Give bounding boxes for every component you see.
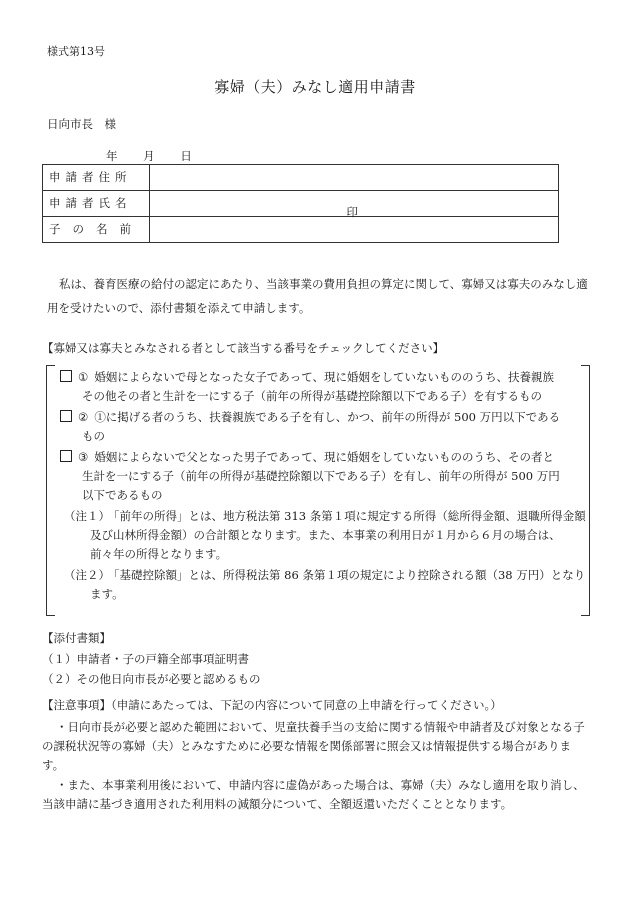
address-label: 申請者住所 xyxy=(43,165,150,191)
name-field[interactable] xyxy=(150,191,559,217)
option-2-number: ② xyxy=(78,410,89,424)
note-1-line3: 前々年の所得となります。 xyxy=(90,547,228,561)
option-3-line2: 生計を一にする子（前年の所得が基礎控除額以下である子）を有し、前年の所得が 500 万円 xyxy=(82,469,560,483)
date-month: 月 xyxy=(143,149,155,163)
option-3-line3: 以下であるもの xyxy=(82,488,163,502)
option-3 xyxy=(60,448,588,505)
note-1 xyxy=(64,507,586,564)
option-2 xyxy=(60,408,588,446)
caution-paragraph-1: ・日向市長が必要と認めた範囲において、児童扶養手当の支給に関する情報や申請者及び対象となる子の課税状況等の寡婦（夫）とみなすために必要な情報を関係部署に照会又は情報提供する場合があります。 xyxy=(42,720,585,772)
form-number: 様式第13号 xyxy=(47,45,105,58)
note-2-line1: 「基礎控除額」とは、所得税法第 86 条第１項の規定により控除される額（38 万円）となり xyxy=(108,568,586,582)
note-2-label: （注２） xyxy=(64,568,110,582)
note-1-label: （注１） xyxy=(64,509,110,523)
option-2-checkbox[interactable] xyxy=(60,410,72,422)
addressee: 日向市長 様 xyxy=(47,117,116,131)
option-1 xyxy=(60,368,588,406)
attachments-heading: 【添付書類】 xyxy=(42,631,111,645)
note-1-line1: 「前年の所得」とは、地方税法第 313 条第１項に規定する所得（総所得金額、退職所得金額 xyxy=(108,509,586,523)
caution-heading: 【注意事項】（申請にあたっては、下記の内容について同意の上申請を行ってください。） xyxy=(42,698,502,712)
option-3-line1: 婚姻によらないで父となった男子であって、現に婚姻をしていないもののうち、その者と xyxy=(94,450,554,464)
name-label: 申請者氏名 xyxy=(43,191,150,217)
attachment-item-1: （１）申請者・子の戸籍全部事項証明書 xyxy=(42,652,249,666)
note-2 xyxy=(64,566,586,604)
caution-paragraph-2: ・また、本事業利用後において、申請内容に虚偽があった場合は、寡婦（夫）みなし適用を取り消し、当該申請に基づき適用された利用料の減額分について、全額返還いただくこととなります。 xyxy=(42,778,585,811)
child-field[interactable] xyxy=(150,217,559,243)
child-label: 子の名前 xyxy=(43,217,150,243)
seal-mark: 印 xyxy=(346,204,358,219)
date-line xyxy=(106,148,214,165)
option-2-line1: ①に掲げる者のうち、扶養親族である子を有し、かつ、前年の所得が 500 万円以下である xyxy=(94,410,561,424)
bracket-left xyxy=(46,365,55,616)
option-1-number: ① xyxy=(78,370,89,384)
page-title: 寡婦（夫）みなし適用申請書 xyxy=(214,78,416,96)
intro-text: 私は、養育医療の給付の認定にあたり、当該事業の費用負担の算定に関して、寡婦又は寡夫のみなし適用を受けたいので、添付書類を添えて申請します。 xyxy=(47,277,588,315)
note-1-line2: 及び山林所得金額）の合計額となります。また、本事業の利用日が１月から６月の場合は、 xyxy=(90,528,561,542)
name-row xyxy=(43,191,559,217)
applicant-table xyxy=(42,164,559,243)
attachment-item-2: （２）その他日向市長が必要と認めるもの xyxy=(42,672,261,686)
check-section-heading: 【寡婦又は寡夫とみなされる者として該当する番号をチェックしてください】 xyxy=(42,341,445,355)
note-2-line2: ます。 xyxy=(90,587,124,601)
option-1-checkbox[interactable] xyxy=(60,370,72,382)
option-2-line2: もの xyxy=(82,429,105,443)
address-row xyxy=(43,165,559,191)
option-1-line1: 婚姻によらないで母となった女子であって、現に婚姻をしていないもののうち、扶養親族 xyxy=(94,370,554,384)
child-row xyxy=(43,217,559,243)
date-year: 年 xyxy=(106,149,118,163)
option-3-checkbox[interactable] xyxy=(60,450,72,462)
address-field[interactable] xyxy=(150,165,559,191)
option-3-number: ③ xyxy=(78,450,89,464)
option-1-line2: その他その者と生計を一にする子（前年の所得が基礎控除額以下である子）を有するもの xyxy=(82,389,542,403)
date-day: 日 xyxy=(180,149,192,163)
